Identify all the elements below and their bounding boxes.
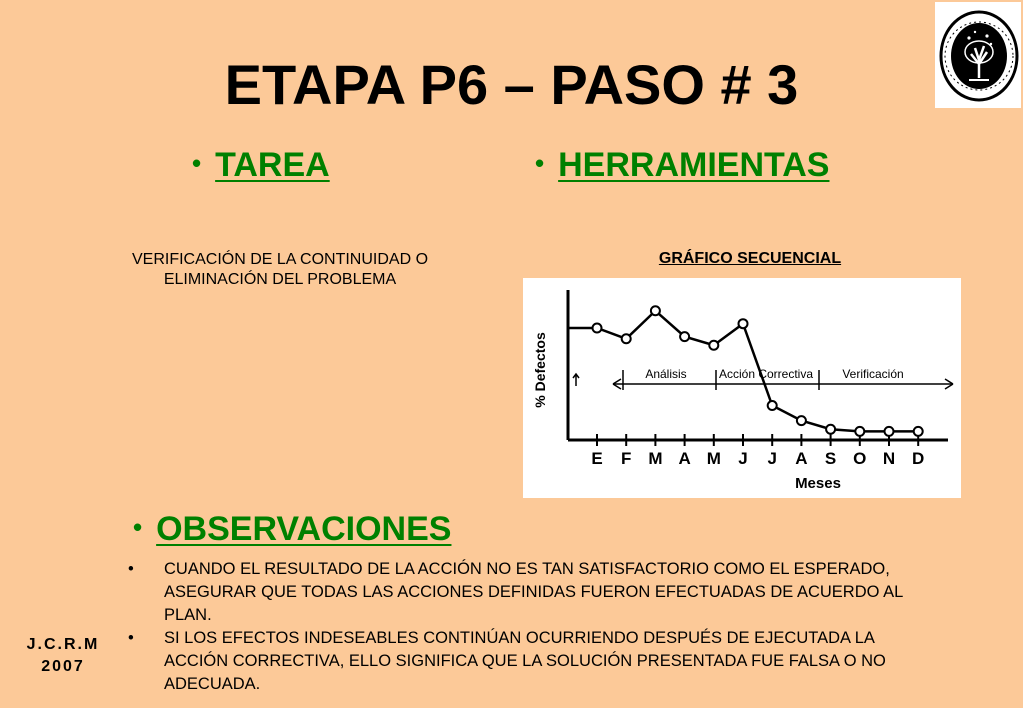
- university-seal-icon: [935, 2, 1021, 108]
- x-tick-label: A: [795, 449, 808, 468]
- data-point: [914, 427, 923, 436]
- x-tick-label: A: [678, 449, 691, 468]
- chart-title: GRÁFICO SECUENCIAL: [658, 250, 842, 267]
- observaciones-heading-text: OBSERVACIONES: [156, 510, 452, 548]
- sequential-chart-svg: [523, 278, 961, 498]
- x-tick-label: J: [767, 449, 777, 468]
- observation-item: [128, 558, 938, 627]
- data-point: [680, 332, 689, 341]
- slide-title: ETAPA P6 – PASO # 3: [224, 53, 799, 116]
- data-point: [651, 306, 660, 315]
- phase-label-analysis: Análisis: [645, 367, 687, 381]
- tarea-heading: [192, 146, 330, 185]
- herramientas-bullet: •: [535, 148, 545, 178]
- x-tick-label: F: [621, 449, 632, 468]
- author-year: 2007: [41, 658, 85, 675]
- data-point: [593, 324, 602, 333]
- observaciones-heading: [133, 510, 451, 549]
- sequential-chart: [523, 278, 961, 498]
- observaciones-bullet: •: [133, 512, 143, 542]
- y-axis-label: % Defectos: [532, 332, 548, 408]
- observation-bullet: •: [128, 560, 134, 578]
- observation-text: SI LOS EFECTOS INDESEABLES CONTINÚAN OCURRIENDO DESPUÉS DE EJECUTADA LA ACCIÓN CORRECTIVA, ELLO SIGNIFICA QUE LA SOLUCIÓN PRESENTADA FUE FALSA O NO ADECUADA.: [164, 629, 886, 693]
- x-axis-label: Meses: [795, 475, 841, 492]
- herramientas-heading-text: HERRAMIENTAS: [558, 146, 830, 184]
- task-description: VERIFICACIÓN DE LA CONTINUIDAD O ELIMINACIÓN DEL PROBLEMA: [131, 251, 429, 288]
- x-tick-label: J: [738, 449, 748, 468]
- data-point: [709, 341, 718, 350]
- x-tick-label: E: [591, 449, 603, 468]
- x-tick-label: D: [912, 449, 925, 468]
- phase-label-verification: Verificación: [842, 367, 904, 381]
- x-tick-label: O: [853, 449, 867, 468]
- observations-list: [128, 558, 938, 696]
- observation-bullet: •: [128, 629, 134, 647]
- herramientas-heading: [535, 146, 829, 185]
- y-axis-marker: [573, 374, 579, 386]
- tarea-heading-text: TAREA: [215, 146, 330, 184]
- data-point: [768, 401, 777, 410]
- x-tick-label: S: [824, 449, 837, 468]
- data-point: [826, 425, 835, 434]
- data-point: [885, 427, 894, 436]
- x-tick-label: M: [706, 449, 721, 468]
- data-point: [855, 427, 864, 436]
- data-point: [797, 416, 806, 425]
- phase-label-corrective-action: Acción Correctiva: [718, 367, 814, 381]
- data-point: [739, 319, 748, 328]
- observation-text: CUANDO EL RESULTADO DE LA ACCIÓN NO ES TAN SATISFACTORIO COMO EL ESPERADO, ASEGURAR QUE TODAS LAS ACCIONES DEFINIDAS FUERON EFECTUADAS DE ACUERDO AL PLAN.: [164, 560, 903, 624]
- author-initials: J.C.R.M: [26, 636, 100, 653]
- data-point: [622, 334, 631, 343]
- author-credit: [18, 634, 108, 678]
- x-tick-label: M: [648, 449, 663, 468]
- observation-item: [128, 627, 938, 696]
- tarea-bullet: •: [192, 148, 202, 178]
- x-tick-label: N: [882, 449, 896, 468]
